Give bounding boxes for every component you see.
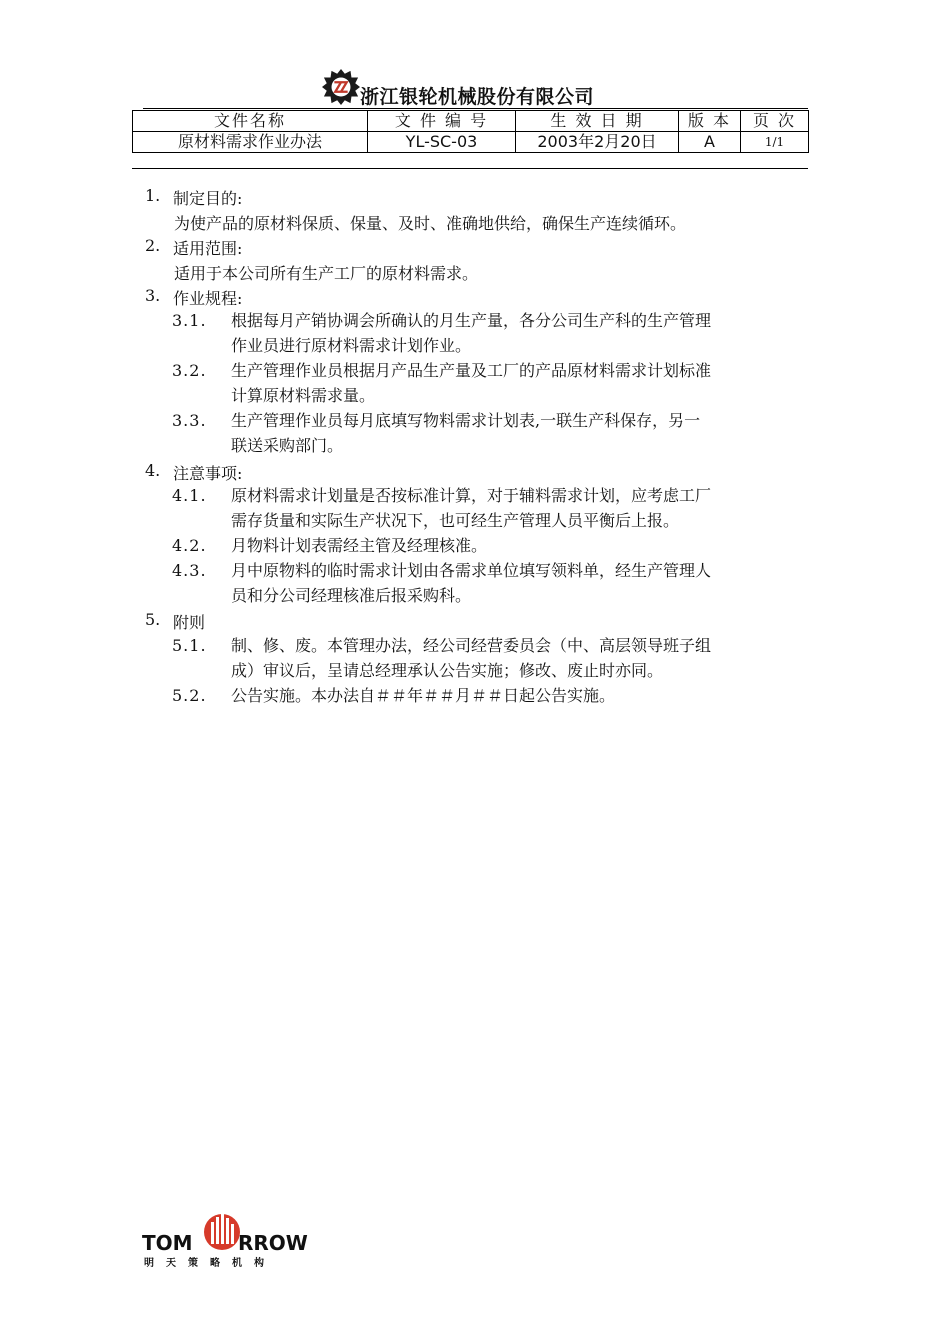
svg-text:明天策略机构: 明天策略机构: [144, 1258, 276, 1269]
item-number: 5.1.: [172, 636, 207, 655]
item-text: [231, 683, 811, 708]
section-number: 4.: [145, 461, 161, 480]
item-line: 原材料需求计划量是否按标准计算，对于辅料需求计划，应考虑工厂: [231, 486, 712, 505]
document-info-table: [132, 110, 809, 153]
value-cell-page: 1/1: [741, 132, 809, 153]
section-title: 作业规程:: [173, 289, 243, 308]
value-cell-effective-date: 2003年2月20日: [516, 132, 679, 153]
company-name: 浙江银轮机械股份有限公司: [360, 86, 595, 108]
item-text: [231, 633, 811, 683]
section-number: 1.: [145, 186, 161, 205]
table-header-row: [133, 111, 809, 132]
item-number: 5.2.: [172, 686, 207, 705]
item-line: 联送采购部门。: [231, 436, 344, 455]
item-number: 3.2.: [172, 361, 207, 380]
value-cell-doc-number: YL-SC-03: [368, 132, 516, 153]
body-rule: [132, 168, 808, 169]
item-line: 计算原材料需求量。: [231, 386, 376, 405]
item-line: 月物料计划表需经主管及经理核准。: [231, 536, 488, 555]
section-2-text: 适用于本公司所有生产工厂的原材料需求。: [174, 264, 479, 283]
item-number: 4.1.: [172, 486, 207, 505]
item-text: [231, 408, 811, 458]
section-title: 注意事项:: [173, 464, 243, 483]
header-rule: [143, 108, 808, 109]
svg-text:TOM: TOM: [142, 1231, 193, 1255]
item-text: [231, 358, 811, 408]
section-title: 制定目的:: [173, 189, 243, 208]
item-line: 公告实施。本办法自＃＃年＃＃月＃＃日起公告实施。: [231, 686, 616, 705]
section-title: 适用范围:: [173, 239, 243, 258]
item-text: [231, 558, 811, 608]
section-number: 5.: [145, 610, 161, 629]
tomorrow-city-logo-icon: [140, 1208, 308, 1270]
item-line: 制、修、废。本管理办法，经公司经营委员会（中、高层领导班子组: [231, 636, 712, 655]
item-line: 生产管理作业员根据月产品生产量及工厂的产品原材料需求计划标准: [231, 361, 712, 380]
svg-text:RROW: RROW: [238, 1231, 308, 1255]
yinlun-gear-logo-icon: [322, 68, 360, 106]
item-line: 员和分公司经理核准后报采购科。: [231, 586, 472, 605]
item-text: [231, 483, 811, 533]
item-line: 根据每月产销协调会所确认的月生产量，各分公司生产科的生产管理: [231, 311, 712, 330]
header-cell-version: 版 本: [679, 111, 741, 132]
item-number: 4.2.: [172, 536, 207, 555]
item-number: 3.3.: [172, 411, 207, 430]
item-line: 月中原物料的临时需求计划由各需求单位填写领料单，经生产管理人: [231, 561, 712, 580]
item-line: 生产管理作业员每月底填写物料需求计划表,一联生产科保存，另一: [231, 411, 701, 430]
section-number: 2.: [145, 236, 161, 255]
value-cell-doc-name: 原材料需求作业办法: [133, 132, 368, 153]
item-line: 作业员进行原材料需求计划作业。: [231, 336, 472, 355]
item-number: 4.3.: [172, 561, 207, 580]
item-number: 3.1.: [172, 311, 207, 330]
header-cell-effective-date: 生 效 日 期: [516, 111, 679, 132]
section-1-text: 为使产品的原材料保质、保量、及时、准确地供给，确保生产连续循环。: [174, 214, 687, 233]
section-number: 3.: [145, 286, 161, 305]
item-text: [231, 308, 811, 358]
header-cell-doc-name: 文件名称: [133, 111, 368, 132]
item-text: [231, 533, 811, 558]
header-cell-page: 页 次: [741, 111, 809, 132]
table-value-row: [133, 132, 809, 153]
header-cell-doc-number: 文 件 编 号: [368, 111, 516, 132]
item-line: 成）审议后，呈请总经理承认公告实施；修改、废止时亦同。: [231, 661, 664, 680]
section-title: 附则: [173, 613, 206, 632]
value-cell-version: A: [679, 132, 741, 153]
item-line: 需存货量和实际生产状况下，也可经生产管理人员平衡后上报。: [231, 511, 680, 530]
